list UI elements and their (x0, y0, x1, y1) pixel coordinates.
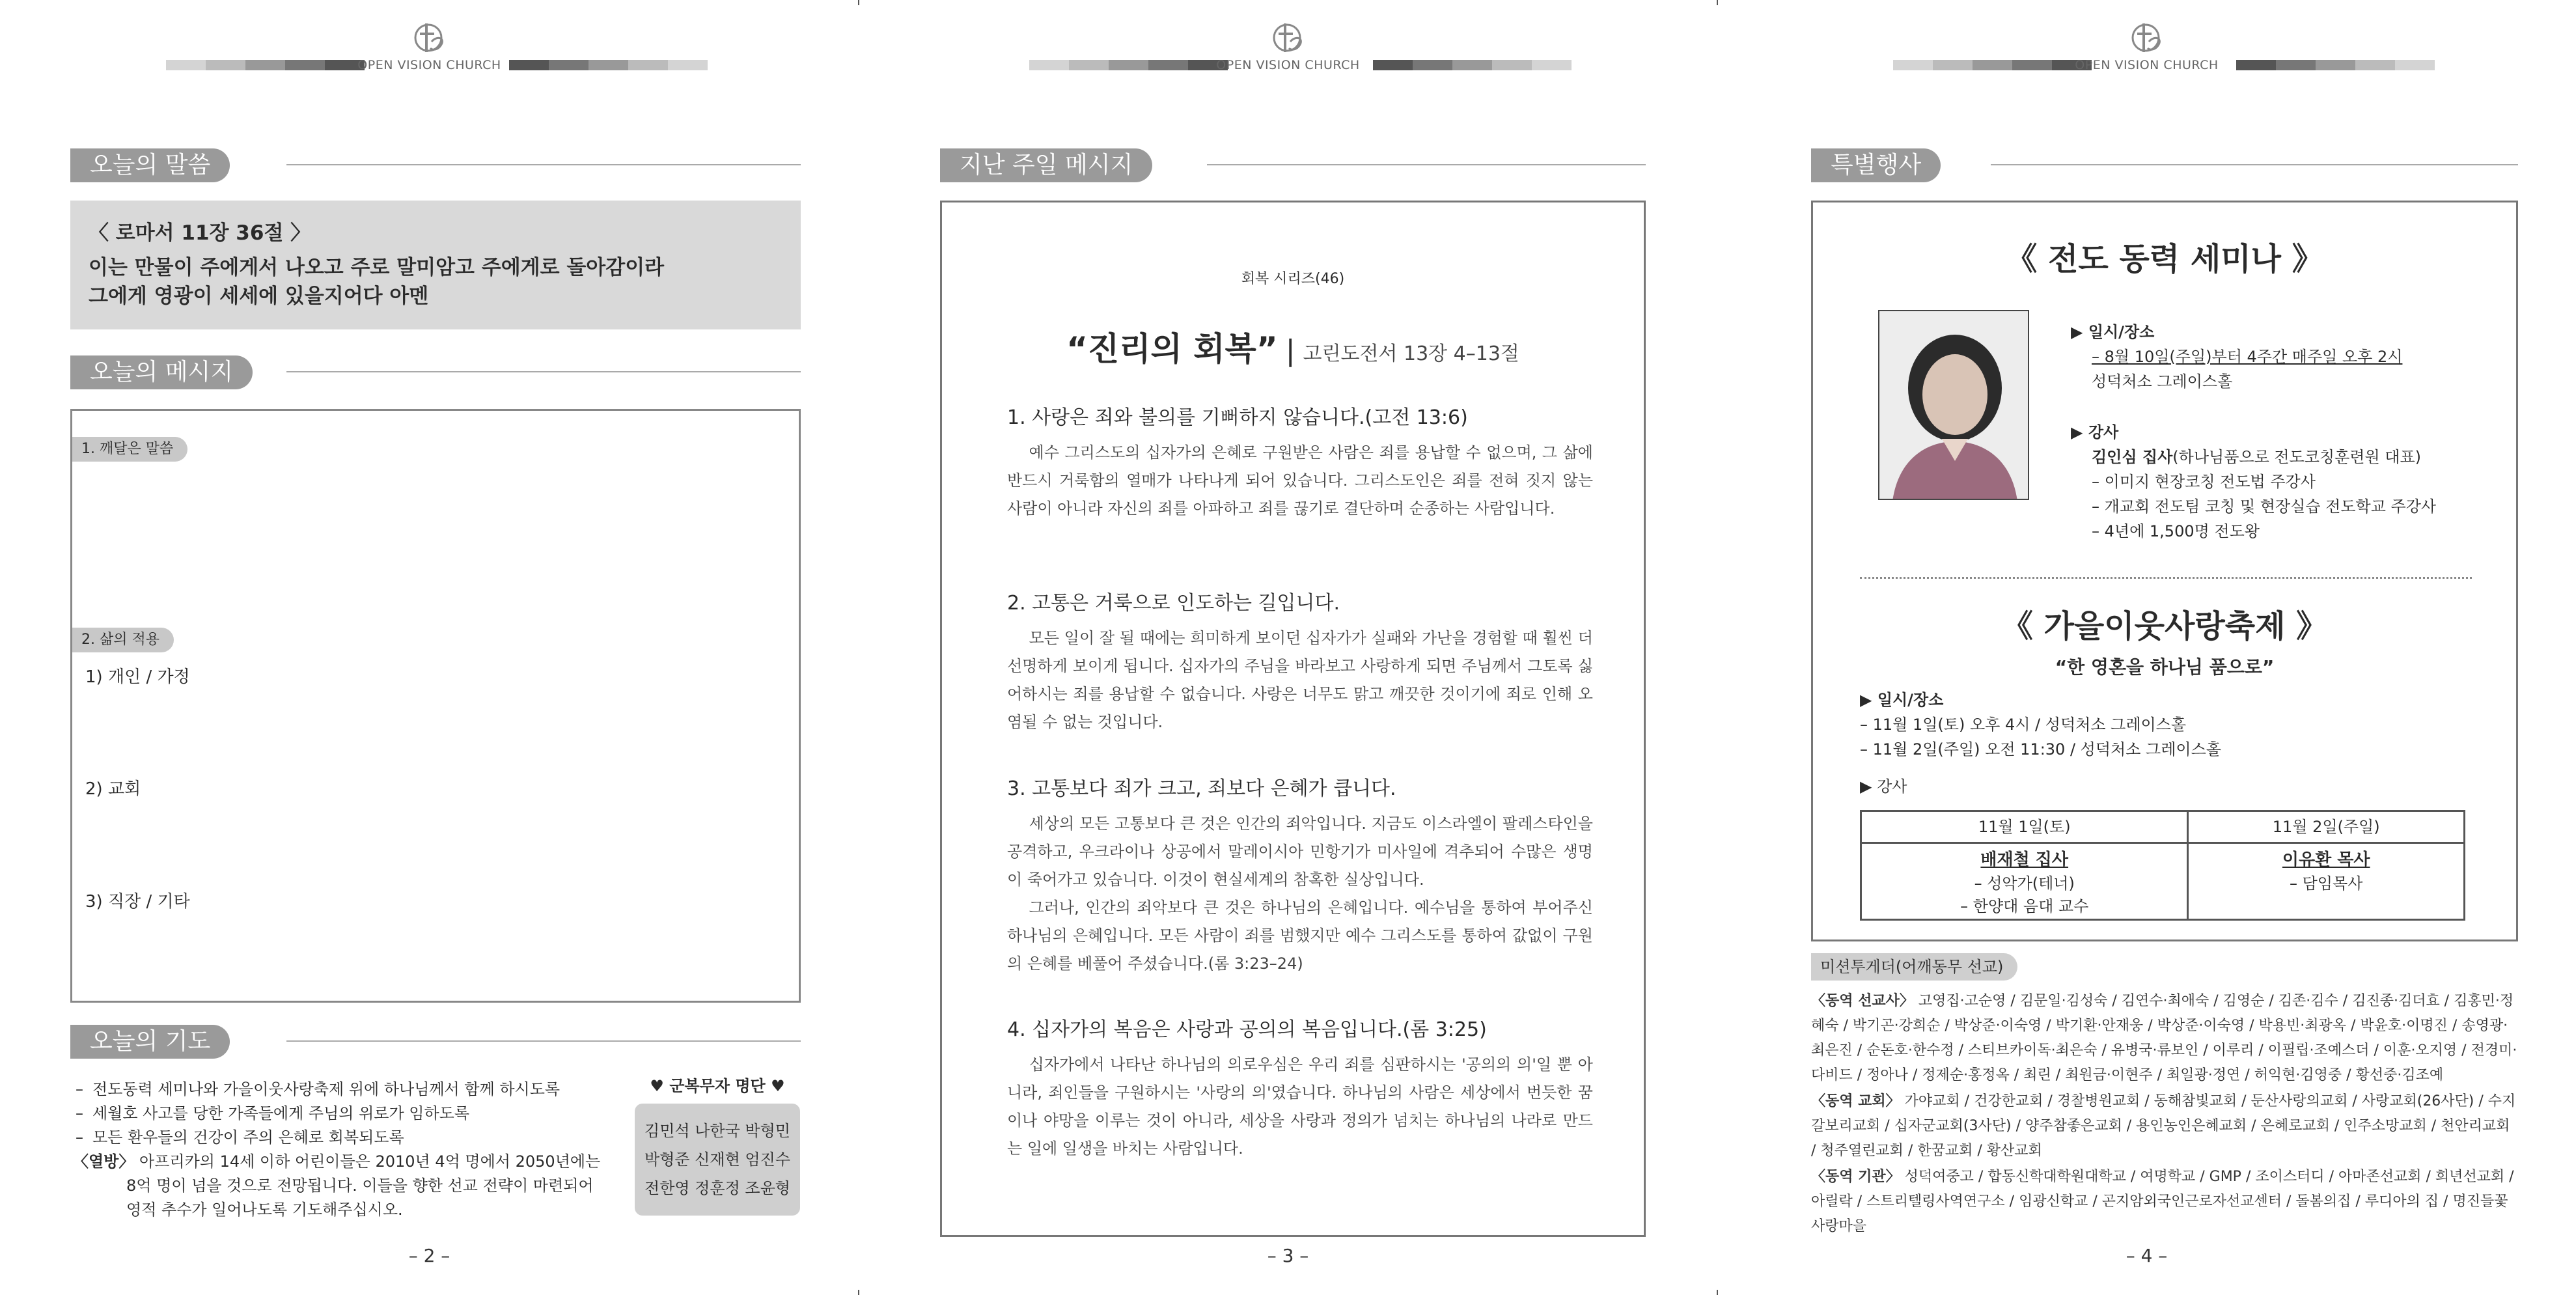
message-notes-box (70, 409, 801, 1003)
apply-personal: 1) 개인 / 가정 (85, 667, 190, 687)
festival-speaker-heading: ▶ 강사 (1860, 777, 1907, 796)
prayer-item: – 전도동력 세미나와 가을이웃사랑축제 위에 하나님께서 함께 하시도록 (73, 1078, 613, 1102)
header-bar-left (166, 60, 365, 70)
names-row: 김민석 나한국 박형민 (644, 1122, 790, 1140)
church-logo-icon (407, 18, 452, 57)
names-row: 박형준 신재현 엄진수 (644, 1150, 790, 1169)
speaker-credential: – 이미지 현장코칭 전도법 주강사 (2092, 473, 2316, 491)
notes-tag-apply: 2. 삶의 적용 (72, 628, 174, 652)
festival-when-day2: – 11월 2일(주일) 오전 11:30 / 성덕처소 그레이스홀 (1860, 740, 2221, 759)
speaker-role: – 담임목사 (2290, 874, 2363, 893)
seminar-when-heading: ▶ 일시/장소 (2071, 323, 2155, 341)
seminar-when-date: – 8월 10일(주일)부터 4주간 매주일 오후 2시 (2092, 348, 2403, 366)
church-brand: OPEN VISION CHURCH (2075, 58, 2219, 72)
seminar-speaker-affiliation: (하나님품으로 전도코칭훈련원 대표) (2172, 448, 2422, 466)
seminar-when (2071, 320, 2402, 394)
page-header (1717, 18, 2576, 77)
verse-box (70, 201, 801, 329)
verse-line: 이는 만물이 주에게서 나오고 주로 말미암고 주에게로 돌아감이라 (89, 256, 665, 279)
festival-when (1860, 688, 2221, 762)
seminar-speaker (2071, 420, 2436, 544)
church-logo-icon (2124, 18, 2170, 57)
prayer-item: – 세월호 사고를 당한 가족들에게 주님의 위로가 임하도록 (73, 1102, 613, 1126)
point-heading: 4. 십자가의 복음은 사랑과 공의의 복음입니다.(롬 3:25) (1007, 1018, 1487, 1041)
sermon-series: 회복 시리즈(46) (1241, 271, 1345, 287)
partner-missionaries (1811, 989, 2518, 1088)
speaker-date: 11월 1일(토) (1861, 811, 2188, 843)
group-label: 〈동역 선교사〉 (1811, 993, 1914, 1009)
page-number: – 4 – (2126, 1245, 2168, 1266)
apply-work: 3) 직장 / 기타 (85, 892, 190, 912)
mission-together-label: 미션투게더(어깨동무 선교) (1811, 953, 2017, 981)
sermon-scripture: 고린도전서 13장 4–13절 (1303, 342, 1519, 365)
speaker-date: 11월 2일(주일) (2188, 811, 2465, 843)
point-text: 세상의 모든 고통보다 큰 것은 인간의 죄악입니다. 지금도 이스라엘이 팔레스타인을 공격하고, 우크라이나 상공에서 말레이시아 민항기가 미사일에 격추되어 수많은 생명이 죽어가고 있습니다. 이것이 현실세계의 참혹한 실상입니다. (1007, 815, 1593, 889)
event-seminar-title: 《 전도 동력 세미나 》 (2006, 241, 2323, 277)
page-2 (0, 0, 859, 1295)
seminar-speaker-heading: ▶ 강사 (2071, 423, 2119, 441)
events-box (1811, 201, 2518, 941)
prayer-nations-text: 아프리카의 14세 이하 어린이들은 2010년 4억 명에서 2050년에는 (139, 1152, 601, 1171)
seminar-when-place: 성덕처소 그레이스홀 (2092, 372, 2233, 391)
divider (286, 1040, 801, 1042)
speaker-photo (1878, 310, 2029, 500)
section-title-word: 오늘의 말씀 (70, 148, 230, 182)
church-logo-icon (1266, 18, 1311, 57)
divider (1991, 164, 2518, 165)
verse-line: 그에게 영광이 세세에 있을지어다 아멘 (89, 285, 429, 308)
apply-church: 2) 교회 (85, 779, 141, 799)
festival-when-day1: – 11월 1일(토) 오후 4시 / 성덕처소 그레이스홀 (1860, 716, 2187, 734)
festival-when-heading: ▶ 일시/장소 (1860, 691, 1944, 709)
prayer-nations (73, 1150, 613, 1174)
prayer-nations-label: 〈열방〉 (73, 1152, 135, 1171)
notes-tag-word: 1. 깨달은 말씀 (72, 437, 187, 462)
festival-speaker-table (1860, 810, 2465, 921)
group-label: 〈동역 기관〉 (1811, 1169, 1900, 1185)
sermon-point (1007, 1013, 1593, 1163)
speaker-cell (1861, 843, 2188, 920)
military-names (635, 1104, 800, 1216)
speaker-name: 배재철 집사 (1980, 850, 2069, 870)
section-title-events: 특별행사 (1811, 148, 1941, 182)
event-festival-title: 《 가을이웃사랑축제 》 (2001, 608, 2328, 645)
page-header (0, 18, 859, 77)
prayer-list (73, 1078, 613, 1222)
mission-partner-list (1811, 989, 2518, 1240)
verse-reference: 〈 로마서 11장 36절 〉 (89, 221, 311, 245)
prayer-item: – 모든 환우들의 건강이 주의 은혜로 회복되도록 (73, 1126, 613, 1150)
point-heading: 3. 고통보다 죄가 크고, 죄보다 은혜가 큽니다. (1007, 777, 1396, 800)
page-header (859, 18, 1717, 77)
title-separator: | (1285, 334, 1295, 367)
group-members: 가야교회 / 건강한교회 / 경찰병원교회 / 동해참빛교회 / 둔산사랑의교회 / 사랑교회(26사단) / 수지갈보리교회 / 십자군교회(3사단) / 양주참좋은교회 / 용인농인은혜교회 / 은혜로교회 / 인주소망교회 / 천안리교회 / 청주열린교회 / 한꿈교회 / 황산교회 (1811, 1093, 2516, 1159)
sermon-title (942, 323, 1644, 370)
header-bar-right (509, 60, 708, 70)
seminar-speaker-name: 김인심 집사 (2092, 448, 2173, 466)
header-bar-right (2236, 60, 2435, 70)
group-members: 성덕여중고 / 합동신학대학원대학교 / 여명학교 / GMP / 조이스터디 / 아마존선교회 / 희년선교회 / 아릴락 / 스트리텔링사역연구소 / 임광신학교 / 곤지암외국인근로자선교센터 / 돌봄의집 / 루디아의 집 / 명진들꽃사랑마을 (1811, 1169, 2514, 1234)
sermon-title-text: “진리의 회복” (1066, 330, 1278, 368)
speaker-name: 이유환 목사 (2282, 850, 2370, 870)
point-text: 예수 그리스도의 십자가의 은혜로 구원받은 사람은 죄를 용납할 수 없으며, 그 삶에 반드시 거룩함의 열매가 나타나게 되어 있습니다. 그리스도인은 죄를 전혀 짓지 않는 사람이 아니라 자신의 죄를 아파하고 죄를 끊기로 결단하며 순종하는 사람입니다. (1007, 443, 1593, 518)
church-brand: OPEN VISION CHURCH (357, 58, 501, 72)
page-number: – 2 – (408, 1245, 450, 1266)
divider (286, 371, 801, 372)
speaker-cell (2188, 843, 2465, 920)
church-brand: OPEN VISION CHURCH (1216, 58, 1360, 72)
sermon-point (1007, 772, 1593, 978)
point-text: 그러나, 인간의 죄악보다 큰 것은 하나님의 은혜입니다. 예수님을 통하여 부어주신 하나님의 은혜입니다. 모든 사람이 죄를 범했지만 예수 그리스도를 통하여 값없이 구원의 은혜를 베풀어 주셨습니다.(롬 3:23–24) (1007, 898, 1593, 973)
header-bar-left (1029, 60, 1228, 70)
partner-churches (1811, 1089, 2518, 1163)
military-list-title: ♥ 군복무자 명단 ♥ (650, 1077, 785, 1095)
group-members: 고영집·고순영 / 김문일·김성숙 / 김연수·최애숙 / 김영순 / 김존·김수 / 김진종·김더효 / 김홍민·정혜숙 / 박기곤·강희순 / 박상준·이숙영 / 박기환·안재웅 / 박상준·이숙영 / 박용빈·최광옥 / 박윤호·이명진 / 송영광·최은진 / 순돈호·한수정 / 스티브카이독·최은숙 / 유병국·류보인 / 이루리 / 이필립·조예스더 / 이훈·오지영 / 전경미·다비드 / 정아나 / 정제순·홍정옥 / 최린 / 최원금·이현주 / 최일광·정연 / 허익현·김영중 / 황선중·김조예 (1811, 993, 2517, 1083)
group-label: 〈동역 교회〉 (1811, 1093, 1900, 1109)
point-text: 모든 일이 잘 될 때에는 희미하게 보이던 십자가가 실패와 가난을 경험할 때 훨씬 더 선명하게 보이게 됩니다. 십자가의 주님을 바라보고 사랑하게 되면 주님께서 그토록 싫어하시는 죄를 용납할 수 없습니다. 사랑은 너무도 맑고 깨끗한 것이기에 죄로 인해 오염될 수 없는 것입니다. (1007, 629, 1593, 731)
partner-organizations (1811, 1165, 2518, 1239)
dotted-divider (1860, 577, 2472, 579)
speaker-role: – 한양대 음대 교수 (1960, 897, 2089, 915)
prayer-nations-text: 영적 추수가 일어나도록 기도해주십시오. (126, 1201, 403, 1219)
point-text: 십자가에서 나타난 하나님의 의로우심은 우리 죄를 심판하시는 '공의의 의'일 뿐 아니라, 죄인들을 구원하시는 '사랑의 의'였습니다. 하나님의 사람은 세상에서 번듯한 꿈이나 야망을 이루는 것이 아니라, 세상을 사랑과 정의가 넘치는 하나님의 나라로 만드는 일에 일생을 바치는 사람입니다. (1007, 1055, 1593, 1158)
divider (286, 164, 801, 165)
page-4 (1717, 0, 2576, 1295)
military-list (635, 1073, 800, 1216)
sermon-point (1007, 587, 1593, 736)
point-heading: 1. 사랑은 죄와 불의를 기뻐하지 않습니다.(고전 13:6) (1007, 406, 1468, 429)
names-row: 전한영 정훈정 조윤형 (644, 1179, 790, 1197)
header-bar-right (1373, 60, 1572, 70)
speaker-portrait-icon (1879, 311, 2029, 500)
section-title-prayer: 오늘의 기도 (70, 1025, 230, 1059)
speaker-credential: – 개교회 전도팀 코칭 및 현장실습 전도학교 주강사 (2092, 497, 2437, 516)
sermon-point (1007, 401, 1593, 523)
page-number: – 3 – (1267, 1245, 1309, 1266)
speaker-role: – 성악가(테너) (1974, 874, 2075, 893)
section-title-last-message: 지난 주일 메시지 (940, 148, 1152, 182)
festival-slogan: “한 영혼을 하나님 품으로” (2055, 656, 2275, 678)
point-heading: 2. 고통은 거룩으로 인도하는 길입니다. (1007, 592, 1340, 615)
prayer-nations-text: 8억 명이 넘을 것으로 전망됩니다. 이들을 향한 선교 전략이 마련되어 (126, 1177, 594, 1195)
section-title-message: 오늘의 메시지 (70, 355, 253, 389)
divider (1207, 164, 1646, 165)
page-3 (859, 0, 1717, 1295)
sermon-box (940, 201, 1646, 1237)
speaker-credential: – 4년에 1,500명 전도왕 (2092, 522, 2260, 540)
